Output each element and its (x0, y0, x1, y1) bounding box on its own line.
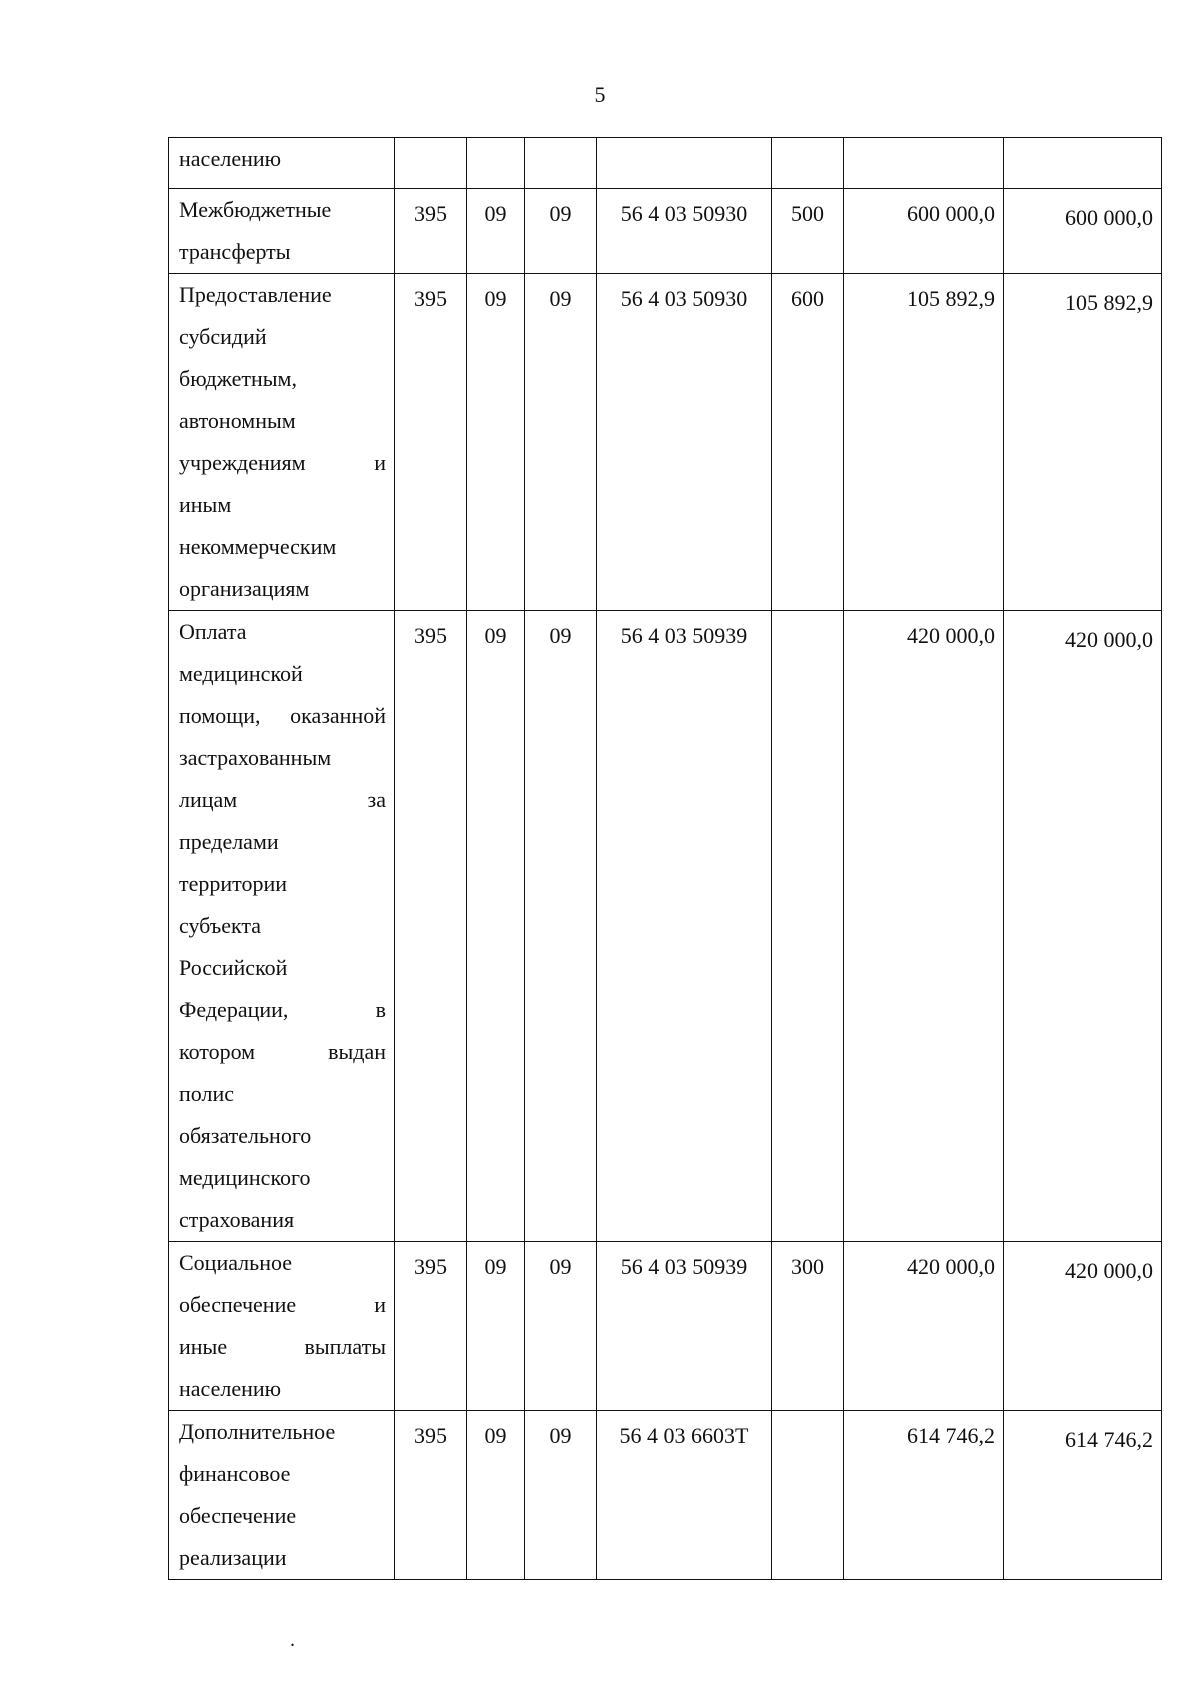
cell-name-line: страхования (179, 1207, 295, 1232)
cell-pr: 09 (525, 274, 597, 611)
cell-gr: 395 (395, 189, 467, 274)
cell-amount-1: 600 000,0 (844, 189, 1004, 274)
cell-amount-1: 105 892,9 (844, 274, 1004, 611)
cell-name-line: субсидий (179, 324, 267, 349)
cell-name-line: бюджетным, (179, 366, 297, 391)
cell-vr (772, 1411, 844, 1580)
cell-gr: 395 (395, 611, 467, 1242)
cell-name (169, 1242, 395, 1411)
page-number: 5 (594, 82, 606, 107)
cell-name-line: организациям (179, 576, 310, 601)
cell-gr (395, 138, 467, 189)
cell-vr: 600 (772, 274, 844, 611)
cell-vr (772, 611, 844, 1242)
cell-gr: 395 (395, 1242, 467, 1411)
cell-name-line: Оплата (179, 619, 247, 644)
cell-vr: 500 (772, 189, 844, 274)
cell-name-line: медицинского (179, 1165, 311, 1190)
table-row (169, 1411, 1162, 1580)
cell-amount-1 (844, 138, 1004, 189)
cell-amount-2 (1004, 138, 1162, 189)
cell-csr: 56 4 03 50930 (597, 274, 772, 611)
footer-mark: . (290, 1629, 295, 1651)
cell-rz: 09 (467, 189, 525, 274)
cell-name-line: территории (179, 871, 288, 896)
cell-name-line: населению (179, 1376, 282, 1401)
cell-name-line: учреждениям и (179, 450, 386, 475)
cell-name-line: полис (179, 1081, 234, 1106)
cell-name-line: медицинской (179, 661, 303, 686)
cell-name-line: Социальное (179, 1250, 292, 1275)
cell-amount-2: 420 000,0 (1004, 1242, 1162, 1411)
cell-pr (525, 138, 597, 189)
cell-amount-1: 420 000,0 (844, 611, 1004, 1242)
cell-name-line: Дополнительное (179, 1419, 336, 1444)
cell-amount-2: 614 746,2 (1004, 1411, 1162, 1580)
cell-name (169, 274, 395, 611)
table-row-continuation (169, 138, 1162, 189)
cell-rz: 09 (467, 611, 525, 1242)
cell-name-line: котором выдан (179, 1039, 386, 1064)
cell-name-line: иным (179, 492, 232, 517)
cell-rz: 09 (467, 1242, 525, 1411)
table-body (169, 138, 1162, 1580)
cell-amount-2: 105 892,9 (1004, 274, 1162, 611)
cell-name-line: Межбюджетные (179, 197, 332, 222)
cell-name-line: Федерации, в (179, 997, 386, 1022)
cell-name (169, 611, 395, 1242)
cell-name-line: трансферты (179, 239, 291, 264)
cell-rz: 09 (467, 1411, 525, 1580)
cell-name-line: автономным (179, 408, 296, 433)
cell-amount-2: 420 000,0 (1004, 611, 1162, 1242)
cell-name-line: Российской (179, 955, 288, 980)
cell-csr: 56 4 03 6603Т (597, 1411, 772, 1580)
cell-name (169, 1411, 395, 1580)
cell-name-line: иные выплаты (179, 1334, 386, 1359)
cell-name-line: финансовое (179, 1461, 291, 1486)
cell-pr: 09 (525, 189, 597, 274)
table-row (169, 274, 1162, 611)
cell-name-line: населению (179, 146, 282, 171)
cell-name-line: застрахованным (179, 745, 332, 770)
cell-name (169, 189, 395, 274)
cell-csr: 56 4 03 50930 (597, 189, 772, 274)
cell-csr: 56 4 03 50939 (597, 1242, 772, 1411)
cell-amount-2: 600 000,0 (1004, 189, 1162, 274)
cell-name-line: обеспечение и (179, 1292, 386, 1317)
cell-name-line: пределами (179, 829, 279, 854)
cell-pr: 09 (525, 1411, 597, 1580)
cell-name (169, 138, 395, 189)
cell-amount-1: 614 746,2 (844, 1411, 1004, 1580)
cell-rz: 09 (467, 274, 525, 611)
cell-vr (772, 138, 844, 189)
cell-gr: 395 (395, 1411, 467, 1580)
cell-pr: 09 (525, 1242, 597, 1411)
table-row (169, 611, 1162, 1242)
budget-table (168, 137, 1162, 1580)
table-row (169, 1242, 1162, 1411)
cell-pr: 09 (525, 611, 597, 1242)
cell-name-line: реализации (179, 1545, 287, 1570)
cell-name-line: обязательного (179, 1123, 312, 1148)
table-row (169, 189, 1162, 274)
cell-name-line: лицам за (179, 787, 386, 812)
cell-name-line: некоммерческим (179, 534, 337, 559)
cell-vr: 300 (772, 1242, 844, 1411)
cell-csr: 56 4 03 50939 (597, 611, 772, 1242)
cell-gr: 395 (395, 274, 467, 611)
cell-csr (597, 138, 772, 189)
cell-name-line: Предоставление (179, 282, 332, 307)
cell-name-line: субъекта (179, 913, 262, 938)
cell-amount-1: 420 000,0 (844, 1242, 1004, 1411)
cell-name-line: обеспечение (179, 1503, 297, 1528)
cell-name-line: помощи, оказанной (179, 703, 386, 728)
cell-rz (467, 138, 525, 189)
